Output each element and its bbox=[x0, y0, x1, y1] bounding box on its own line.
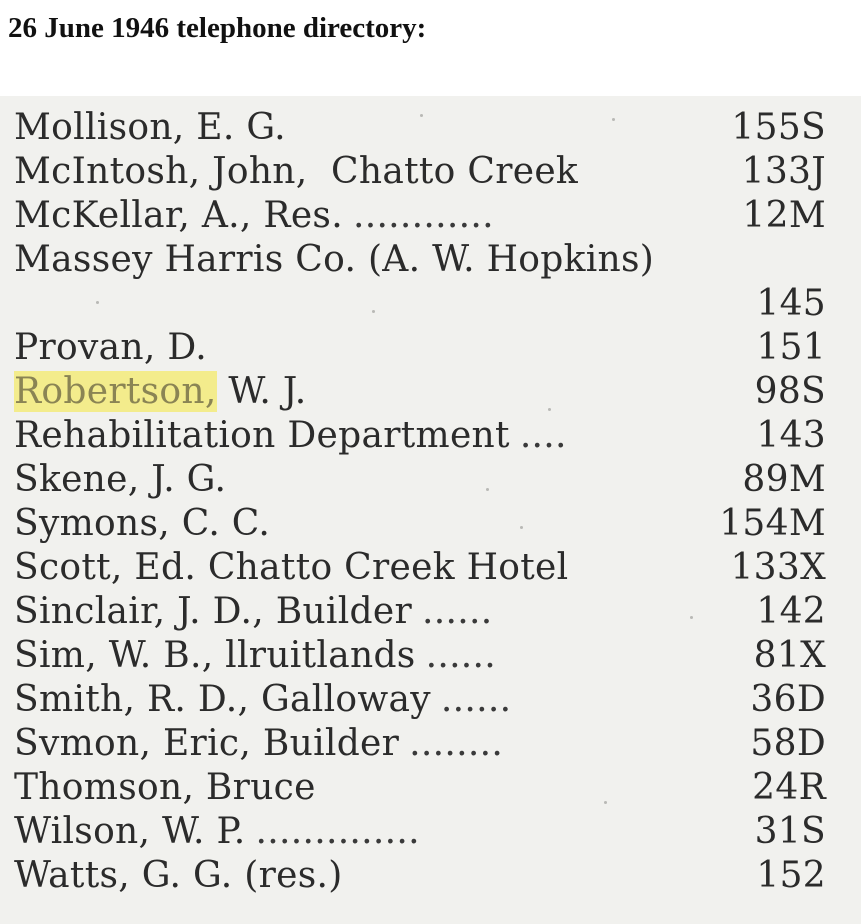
directory-entry bbox=[14, 458, 826, 502]
entry-name: Massey Harris Co. (A. W. Hopkins) bbox=[14, 239, 655, 280]
directory-entry bbox=[14, 502, 826, 546]
entry-number: 155S bbox=[731, 107, 826, 148]
entry-leader: .............. bbox=[255, 811, 420, 852]
entry-number: 151 bbox=[756, 327, 826, 368]
directory-scan bbox=[0, 96, 861, 924]
entry-name: Skene, J. G. bbox=[14, 459, 227, 500]
entry-name-rest: W. J. bbox=[216, 371, 307, 412]
entry-number: 12M bbox=[742, 195, 826, 236]
entry-number: 152 bbox=[756, 855, 826, 896]
directory-entry-highlighted bbox=[14, 370, 826, 414]
entry-name: Wilson, W. P. bbox=[14, 811, 246, 852]
entry-leader: ............ bbox=[352, 195, 494, 236]
directory-entry bbox=[14, 106, 826, 150]
entry-name bbox=[14, 370, 307, 414]
entry-name: Symons, C. C. bbox=[14, 503, 271, 544]
entry-number: 133J bbox=[741, 151, 826, 192]
entry-number: 89M bbox=[742, 459, 826, 500]
entry-number: 36D bbox=[750, 679, 826, 720]
entry-name: Sinclair, J. D., Builder bbox=[14, 591, 413, 632]
directory-entry bbox=[14, 722, 826, 766]
entry-name: Thomson, Bruce bbox=[14, 767, 316, 808]
entry-leader: ...... bbox=[425, 635, 497, 676]
entry-number: 81X bbox=[753, 635, 826, 676]
directory-entry bbox=[14, 194, 826, 238]
entry-name: Smith, R. D., Galloway bbox=[14, 679, 431, 720]
entry-name: Sim, W. B., llruitlands bbox=[14, 635, 416, 676]
entry-leader: ...... bbox=[422, 591, 493, 632]
directory-entry bbox=[14, 282, 826, 326]
entry-name: McIntosh, John, Chatto Creek bbox=[14, 151, 579, 192]
directory-entry bbox=[14, 854, 826, 898]
entry-name: Scott, Ed. Chatto Creek Hotel bbox=[14, 547, 569, 588]
entry-name: Rehabilitation Department bbox=[14, 415, 510, 456]
entry-name: McKellar, A., Res. bbox=[14, 195, 343, 236]
directory-entry bbox=[14, 678, 826, 722]
entry-number: 98S bbox=[754, 371, 826, 412]
entry-number: 24R bbox=[752, 767, 826, 808]
entry-leader: ...... bbox=[440, 679, 512, 720]
directory-entry bbox=[14, 414, 826, 458]
directory-entry bbox=[14, 150, 826, 194]
entry-number: 133X bbox=[730, 547, 826, 588]
directory-entry bbox=[14, 634, 826, 678]
directory-entry bbox=[14, 546, 826, 590]
entry-name: Watts, G. G. (res.) bbox=[14, 855, 343, 896]
entry-leader: ........ bbox=[409, 723, 504, 764]
directory-entry bbox=[14, 590, 826, 634]
page-heading: 26 June 1946 telephone directory: bbox=[8, 12, 427, 44]
entry-number: 31S bbox=[754, 811, 826, 852]
entry-number: 142 bbox=[756, 591, 826, 632]
directory-entry bbox=[14, 326, 826, 370]
entry-leader: .... bbox=[519, 415, 567, 456]
directory-entry bbox=[14, 238, 826, 282]
highlighted-name: Robertson, bbox=[14, 371, 217, 412]
entry-name: Mollison, E. G. bbox=[14, 107, 286, 148]
directory-entry bbox=[14, 766, 826, 810]
entry-number: 143 bbox=[756, 415, 826, 456]
entry-number: 145 bbox=[756, 283, 826, 324]
entry-number: 154M bbox=[719, 503, 826, 544]
directory-entry bbox=[14, 810, 826, 854]
entry-name: Provan, D. bbox=[14, 327, 208, 368]
entry-name: Svmon, Eric, Builder bbox=[14, 723, 400, 764]
entry-number: 58D bbox=[750, 723, 826, 764]
